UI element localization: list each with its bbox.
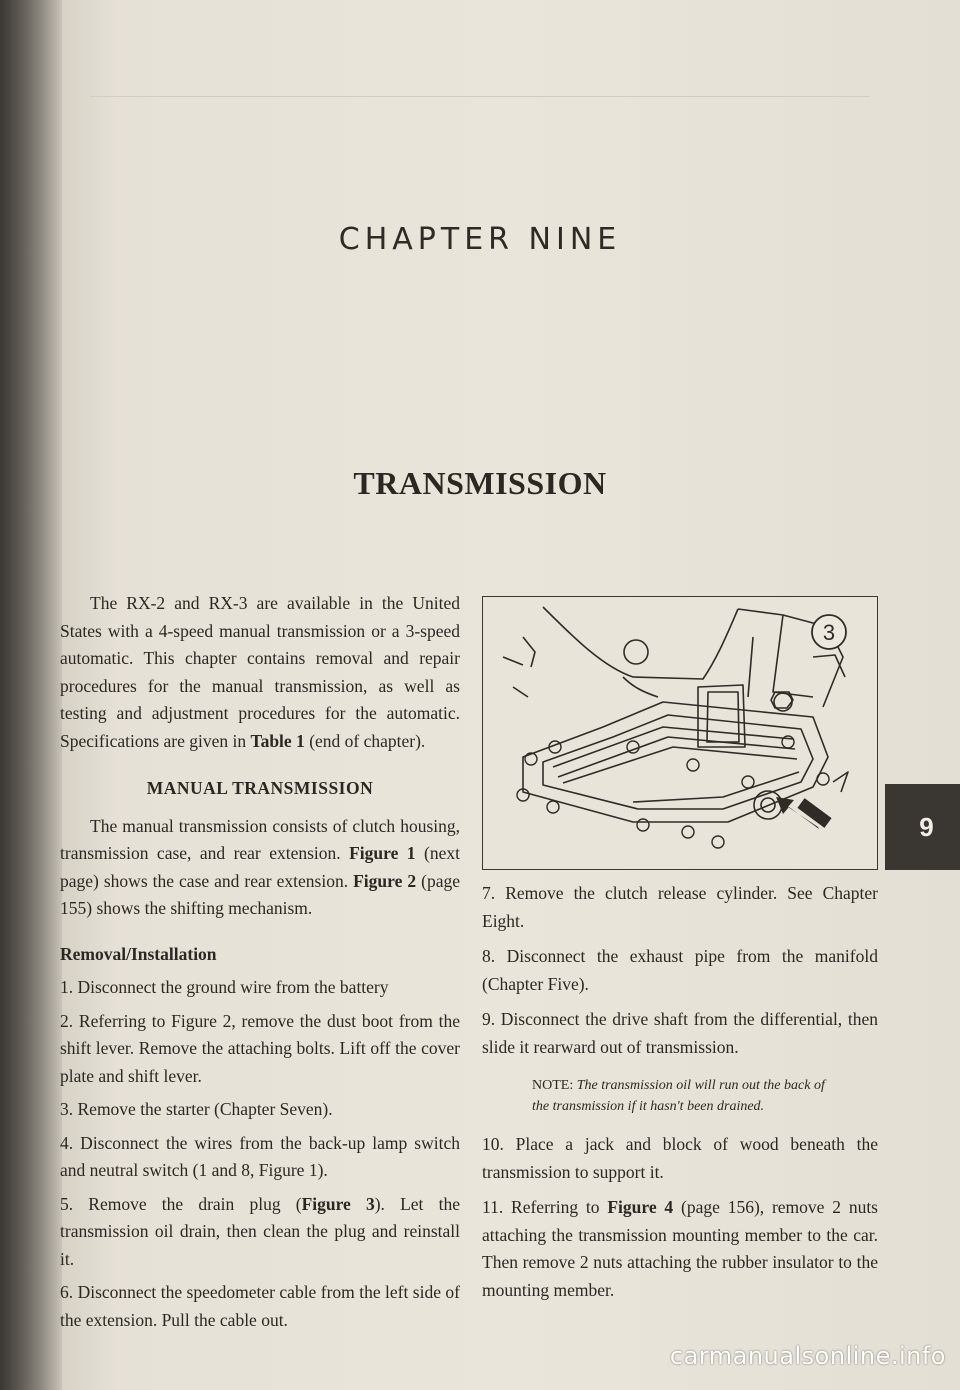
step-7: 7. Remove the clutch release cylinder. See Chapter Eight. — [482, 883, 878, 931]
note-text: The transmission oil will run out the back of the transmission if it hasn't been drained. — [532, 1078, 825, 1114]
step-1: 1. Disconnect the ground wire from the battery — [60, 977, 389, 997]
right-column — [482, 880, 878, 1304]
intro-paragraph: The RX-2 and RX-3 are available in the United States with a 4-speed manual transmission or a 3-speed automatic. This chapter contains removal and repair procedures for the manual transmission, as well as testing and adjustment procedures for the automatic. Specifications are given in Table 1 (end of chapter). — [60, 593, 460, 751]
step-8: 8. Disconnect the exhaust pipe from the manifold (Chapter Five). — [482, 946, 878, 994]
step-10: 10. Place a jack and block of wood beneath the transmission to support it. — [482, 1134, 878, 1182]
chapter-tab: 9 — [885, 784, 960, 870]
figure-label: 3 — [822, 620, 836, 645]
step-4: 4. Disconnect the wires from the back-up lamp switch and neutral switch (1 and 8, Figure 1). — [60, 1132, 460, 1180]
step-6: 6. Disconnect the speedometer cable from the left side of the extension. Pull the cable out. — [60, 1282, 460, 1330]
step-5: 5. Remove the drain plug (Figure 3). Let the transmission oil drain, then clean the plug and reinstall it. — [60, 1193, 460, 1269]
note — [532, 1075, 842, 1117]
book-spine-shadow — [0, 0, 62, 1390]
figure-3-ref: Figure 3 — [301, 1193, 375, 1214]
note-label: NOTE: — [532, 1078, 577, 1093]
manual-paragraph: The manual transmission consists of clutch housing, transmission case, and rear extension. Figure 1 (next page) shows the case and rear extension. Figure 2 (page 155) shows the shifting mechanism. — [60, 815, 460, 918]
transmission-drain-plug-drawing — [483, 597, 877, 869]
left-column — [60, 590, 460, 1334]
step-11: 11. Referring to Figure 4 (page 156), remove 2 nuts attaching the transmission mounting member to the car. Then remove 2 nuts attaching the rubber insulator to the mounting member. — [482, 1197, 878, 1300]
step-2: 2. Referring to Figure 2, remove the dust boot from the shift lever. Remove the attaching bolts. Lift off the cover plate and shift lever. — [60, 1010, 460, 1086]
step-9: 9. Disconnect the drive shaft from the differential, then slide it rearward out of transmission. — [482, 1009, 878, 1057]
figure-1-ref: Figure 1 — [349, 843, 416, 863]
table-ref: Table 1 — [250, 730, 305, 751]
manual-transmission-heading: MANUAL TRANSMISSION — [146, 778, 374, 798]
removal-heading: Removal/Installation — [60, 943, 217, 964]
figure-2-ref: Figure 2 — [353, 870, 417, 891]
figure-4-ref: Figure 4 — [607, 1197, 674, 1217]
section-title: TRANSMISSION — [353, 465, 607, 501]
step-3: 3. Remove the starter (Chapter Seven). — [60, 1099, 333, 1119]
watermark: carmanualsonline.info — [669, 1342, 946, 1370]
show-through-rule — [90, 96, 870, 97]
figure-3-illustration — [482, 596, 878, 870]
chapter-title: CHAPTER NINE — [338, 222, 622, 257]
